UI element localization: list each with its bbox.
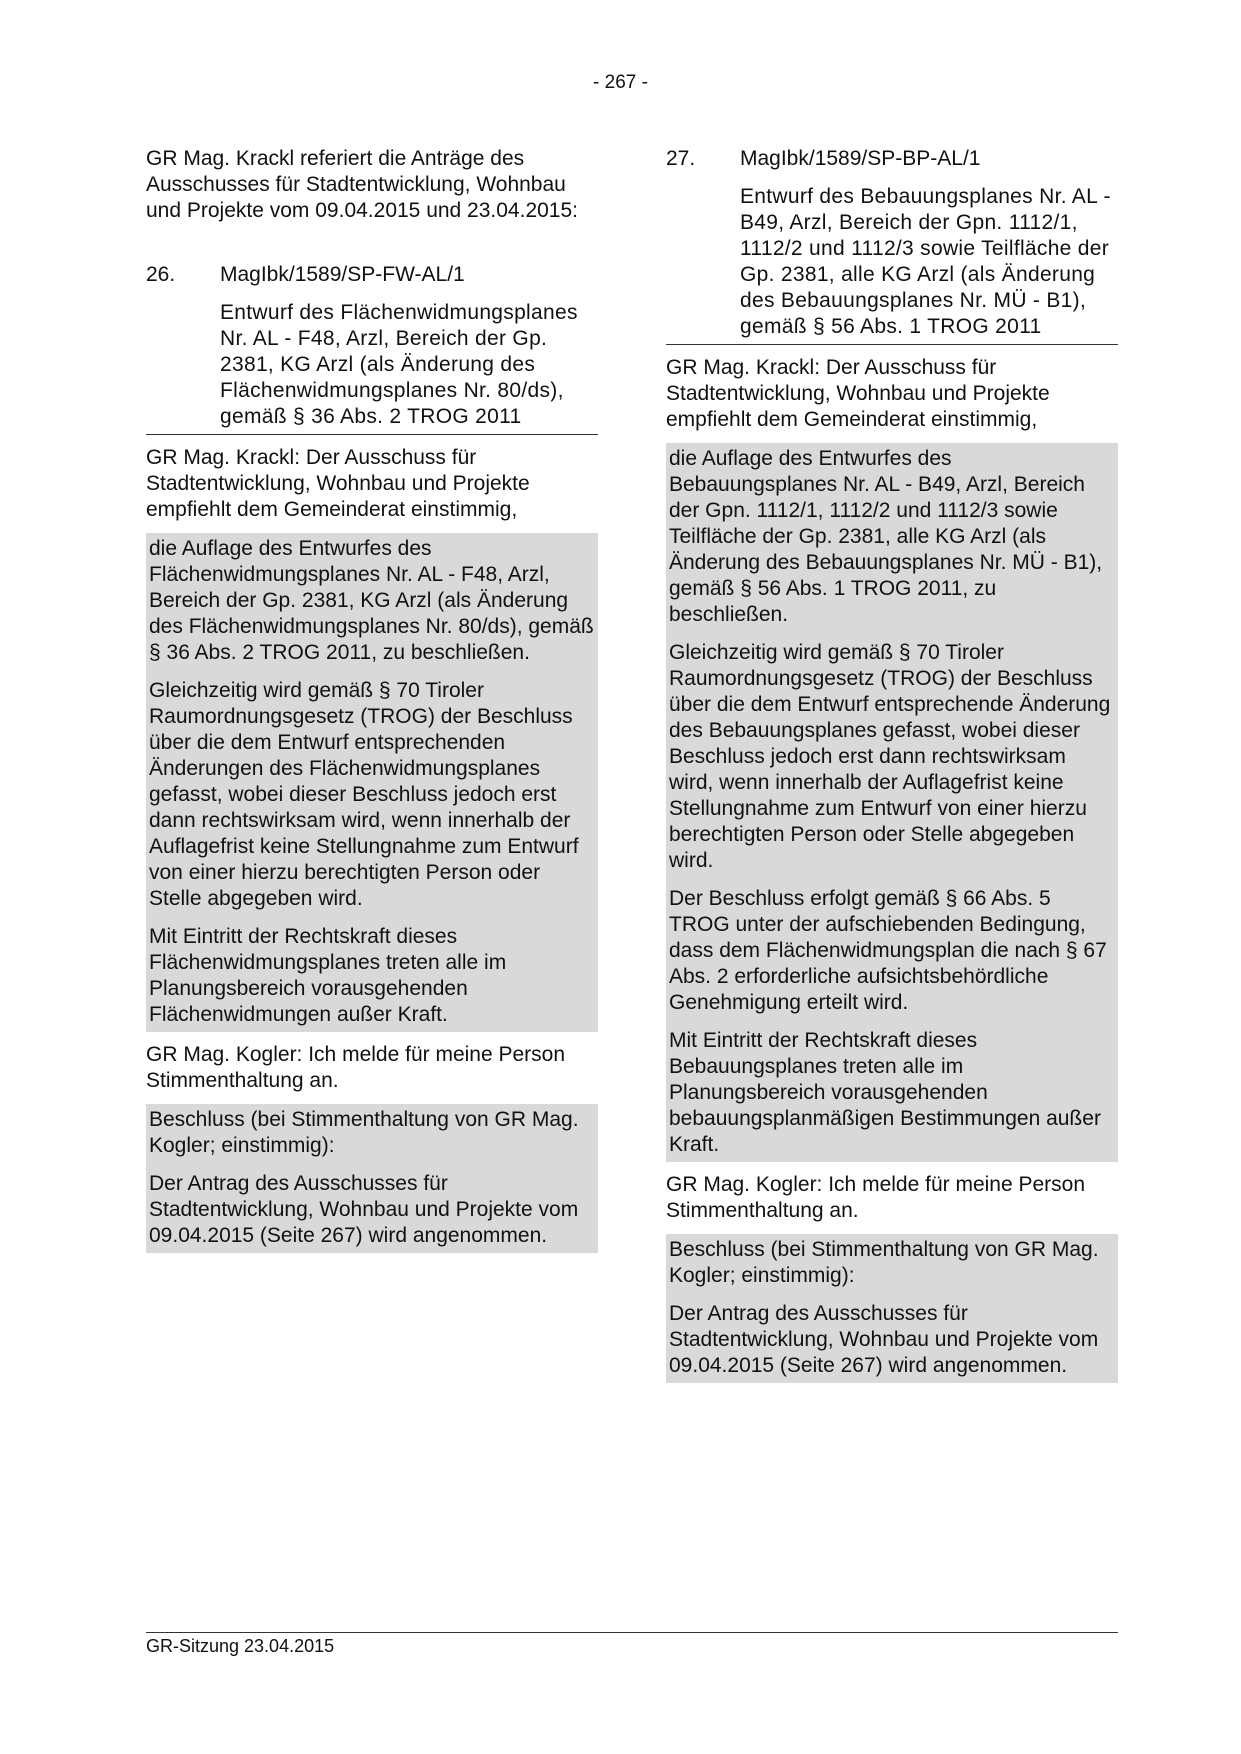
committee-report: GR Mag. Krackl: Der Ausschuss für Stadtentwicklung, Wohnbau und Projekte empfiehlt dem Gemeinderat einstimmig,: [666, 356, 1050, 431]
left-column: [146, 146, 598, 1253]
page-number: - 267 -: [593, 72, 648, 93]
resolution-heading: Beschluss (bei Stimmenthaltung von GR Mag. Kogler; einstimmig):: [669, 1238, 1099, 1287]
resolution-result: Der Antrag des Ausschusses für Stadtentwicklung, Wohnbau und Projekte vom 09.04.2015 (Seite 267) wird angenommen.: [669, 1302, 1099, 1377]
right-column: [666, 146, 1118, 1383]
resolution-block: [666, 1234, 1118, 1383]
agenda-item-27: [666, 146, 1118, 345]
item-reference: MagIbk/1589/SP-FW-AL/1: [220, 263, 465, 286]
item-number: 26.: [146, 263, 176, 286]
agenda-item-26: [146, 262, 598, 435]
motion-paragraph: Mit Eintritt der Rechtskraft dieses Bebauungsplanes treten alle im Planungsbereich vorausgehenden bebauungsplanmäßigen Bestimmungen außer Kraft.: [669, 1029, 1101, 1156]
resolution-heading: Beschluss (bei Stimmenthaltung von GR Mag. Kogler; einstimmig):: [149, 1108, 579, 1157]
abstention-statement: GR Mag. Kogler: Ich melde für meine Person Stimmenthaltung an.: [146, 1043, 566, 1092]
item-number: 27.: [666, 147, 696, 170]
motion-paragraph: Gleichzeitig wird gemäß § 70 Tiroler Raumordnungsgesetz (TROG) der Beschluss über die dem Entwurf entsprechende Änderung des Bebauungsplanes gefasst, wobei dieser Beschluss jedoch erst dann rechtswirksam wird, wenn innerhalb der Auflagefrist keine Stellungnahme zum Entwurf von einer hierzu berechtigten Person oder Stelle abgegeben wird.: [669, 641, 1111, 872]
item-description: Entwurf des Bebauungsplanes Nr. AL - B49, Arzl, Bereich der Gpn. 1112/1, 1112/2 und 1112/3 sowie Teilfläche der Gp. 2381, alle KG Arzl (als Änderung des Bebauungsplanes Nr. MÜ - B1), gemäß § 56 Abs. 1 TROG 2011: [740, 185, 1111, 338]
item-description: Entwurf des Flächenwidmungsplanes Nr. AL - F48, Arzl, Bereich der Gp. 2381, KG Arzl (als Änderung des Flächenwidmungsplanes Nr. 80/ds), gemäß § 36 Abs. 2 TROG 2011: [220, 301, 578, 428]
motion-block: [666, 443, 1118, 1162]
intro-paragraph: GR Mag. Krackl referiert die Anträge des Ausschusses für Stadtentwicklung, Wohnbau und Projekte vom 09.04.2015 und 23.04.2015:: [146, 147, 578, 222]
motion-paragraph: die Auflage des Entwurfes des Flächenwidmungsplanes Nr. AL - F48, Arzl, Bereich der Gp. 2381, KG Arzl (als Änderung des Flächenwidmungsplanes Nr. 80/ds), gemäß § 36 Abs. 2 TROG 2011, zu beschließen.: [149, 537, 594, 664]
footer-text: GR-Sitzung 23.04.2015: [146, 1636, 335, 1656]
motion-paragraph: Der Beschluss erfolgt gemäß § 66 Abs. 5 TROG unter der aufschiebenden Bedingung, dass dem Flächenwidmungsplan die nach § 67 Abs. 2 erforderliche aufsichtsbehördliche Genehmigung erteilt wird.: [669, 887, 1107, 1014]
item-reference: MagIbk/1589/SP-BP-AL/1: [740, 147, 981, 170]
motion-paragraph: Gleichzeitig wird gemäß § 70 Tiroler Raumordnungsgesetz (TROG) der Beschluss über die dem Entwurf entsprechenden Änderungen des Flächenwidmungsplanes gefasst, wobei dieser Beschluss jedoch erst dann rechtswirksam wird, wenn innerhalb der Auflagefrist keine Stellungnahme zum Entwurf von einer hierzu berechtigten Person oder Stelle abgegeben wird.: [149, 679, 579, 910]
footer-divider: [146, 1632, 1118, 1633]
resolution-block: [146, 1104, 598, 1253]
committee-report: GR Mag. Krackl: Der Ausschuss für Stadtentwicklung, Wohnbau und Projekte empfiehlt dem Gemeinderat einstimmig,: [146, 446, 530, 521]
motion-paragraph: Mit Eintritt der Rechtskraft dieses Flächenwidmungsplanes treten alle im Planungsbereich vorausgehenden Flächenwidmungen außer Kraft.: [149, 925, 507, 1026]
motion-block: [146, 533, 598, 1032]
abstention-statement: GR Mag. Kogler: Ich melde für meine Person Stimmenthaltung an.: [666, 1173, 1086, 1222]
resolution-result: Der Antrag des Ausschusses für Stadtentwicklung, Wohnbau und Projekte vom 09.04.2015 (Seite 267) wird angenommen.: [149, 1172, 579, 1247]
motion-paragraph: die Auflage des Entwurfes des Bebauungsplanes Nr. AL - B49, Arzl, Bereich der Gpn. 1112/1, 1112/2 und 1112/3 sowie Teilfläche der Gp. 2381, alle KG Arzl (als Änderung des Bebauungsplanes Nr. MÜ - B1), gemäß § 56 Abs. 1 TROG 2011, zu beschließen.: [669, 447, 1103, 626]
